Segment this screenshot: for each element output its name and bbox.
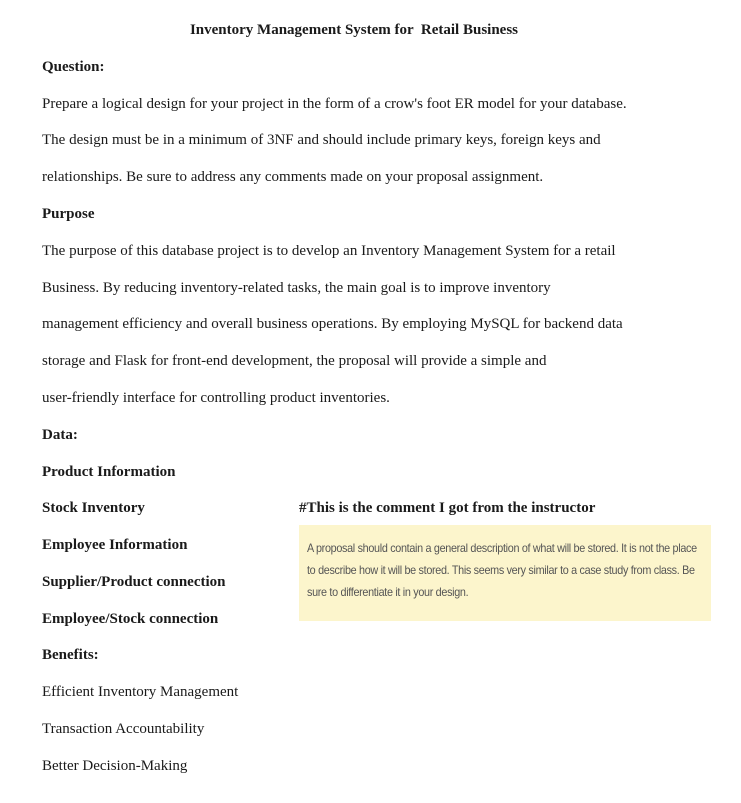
benefits-heading: Benefits: [42, 647, 99, 663]
question-heading: Question: [42, 59, 105, 75]
question-line: relationships. Be sure to address any comments made on your proposal assignment. [42, 169, 544, 185]
purpose-heading: Purpose [42, 206, 95, 222]
instructor-comment-heading: #This is the comment I got from the instructor [299, 500, 596, 516]
purpose-line: Business. By reducing inventory-related tasks, the main goal is to improve inventory [42, 280, 551, 296]
data-item: Employee/Stock connection [42, 611, 219, 627]
question-line: Prepare a logical design for your project in the form of a crow's foot ER model for your database. [42, 96, 627, 112]
document-title: Inventory Management System for Retail Business [189, 22, 519, 38]
purpose-line: user-friendly interface for controlling product inventories. [42, 390, 390, 406]
data-item: Supplier/Product connection [42, 574, 226, 590]
purpose-line: management efficiency and overall business operations. By employing MySQL for backend data [42, 316, 623, 332]
benefit-item: Transaction Accountability [42, 721, 205, 737]
benefit-item: Efficient Inventory Management [42, 684, 239, 700]
instructor-comment-box [299, 525, 711, 621]
data-item: Stock Inventory [42, 500, 145, 516]
question-line: The design must be in a minimum of 3NF and should include primary keys, foreign keys and [42, 132, 601, 148]
data-item: Employee Information [42, 537, 188, 553]
purpose-line: storage and Flask for front-end development, the proposal will provide a simple and [42, 353, 547, 369]
instructor-comment-text: A proposal should contain a general description of what will be stored. It is not the place to describe how it will be stored. This seems very similar to a case study from class. Be sure to differentiate it in your design. [307, 541, 697, 599]
purpose-line: The purpose of this database project is to develop an Inventory Management System for a retail [42, 243, 616, 259]
data-heading: Data: [42, 427, 78, 443]
benefit-item: Better Decision-Making [42, 758, 188, 774]
data-item: Product Information [42, 464, 176, 480]
